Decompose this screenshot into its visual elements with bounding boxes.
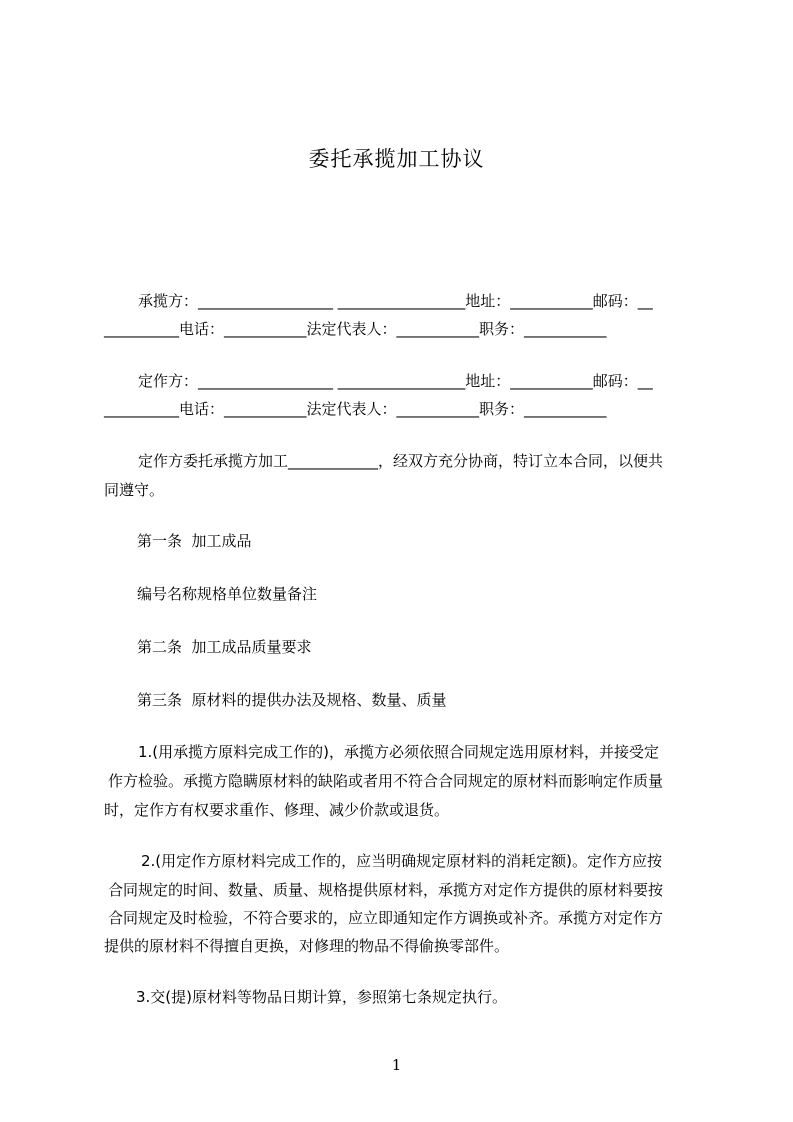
item-1-line-2: 作方检验。承揽方隐瞒原材料的缺陷或者用不符合合同规定的原材料而影响定作质量 [108, 772, 664, 790]
party-b-line-1: 定作方：__________________ _________________地址：___________邮码：__ [138, 372, 653, 390]
article-2-heading: 第二条 加工成品质量要求 [137, 638, 312, 656]
page-number: 1 [391, 1056, 402, 1074]
item-2-line-1: 2.(用定作方原材料完成工作的，应当明确规定原材料的消耗定额)。定作方应按 [141, 852, 663, 870]
party-a-line-1: 承揽方：__________________ _________________地址：___________邮码：__ [138, 292, 653, 310]
item-2-line-4: 提供的原材料不得擅自更换，对修理的物品不得偷换零部件。 [104, 937, 510, 955]
table-header: 编号名称规格单位数量备注 [137, 585, 318, 603]
preamble-line-1: 定作方委托承揽方加工____________，经双方充分协商，特订立本合同，以便共 [138, 452, 664, 470]
article-3-heading: 第三条 原材料的提供办法及规格、数量、质量 [137, 691, 447, 709]
item-1-line-3: 时，定作方有权要求重作、修理、减少价款或退货。 [104, 801, 450, 819]
item-2-line-3: 合同规定及时检验，不符合要求的，应立即通知定作方调换或补齐。承揽方对定作方 [108, 909, 664, 927]
item-1-line-1: 1.(用承揽方原料完成工作的)，承揽方必须依照合同规定选用原材料，并接受定 [138, 743, 660, 761]
party-b-line-2: __________电话：___________法定代表人：___________职务：___________ [104, 400, 607, 418]
document-title: 委托承揽加工协议 [308, 147, 485, 171]
preamble-line-2: 同遵守。 [104, 481, 165, 499]
article-1-heading: 第一条 加工成品 [137, 532, 252, 550]
item-3-line-1: 3.交(提)原材料等物品日期计算，参照第七条规定执行。 [136, 988, 508, 1006]
item-2-line-2: 合同规定的时间、数量、质量、规格提供原材料，承揽方对定作方提供的原材料要按 [108, 881, 664, 899]
party-a-line-2: __________电话：___________法定代表人：___________职务：___________ [104, 320, 607, 338]
